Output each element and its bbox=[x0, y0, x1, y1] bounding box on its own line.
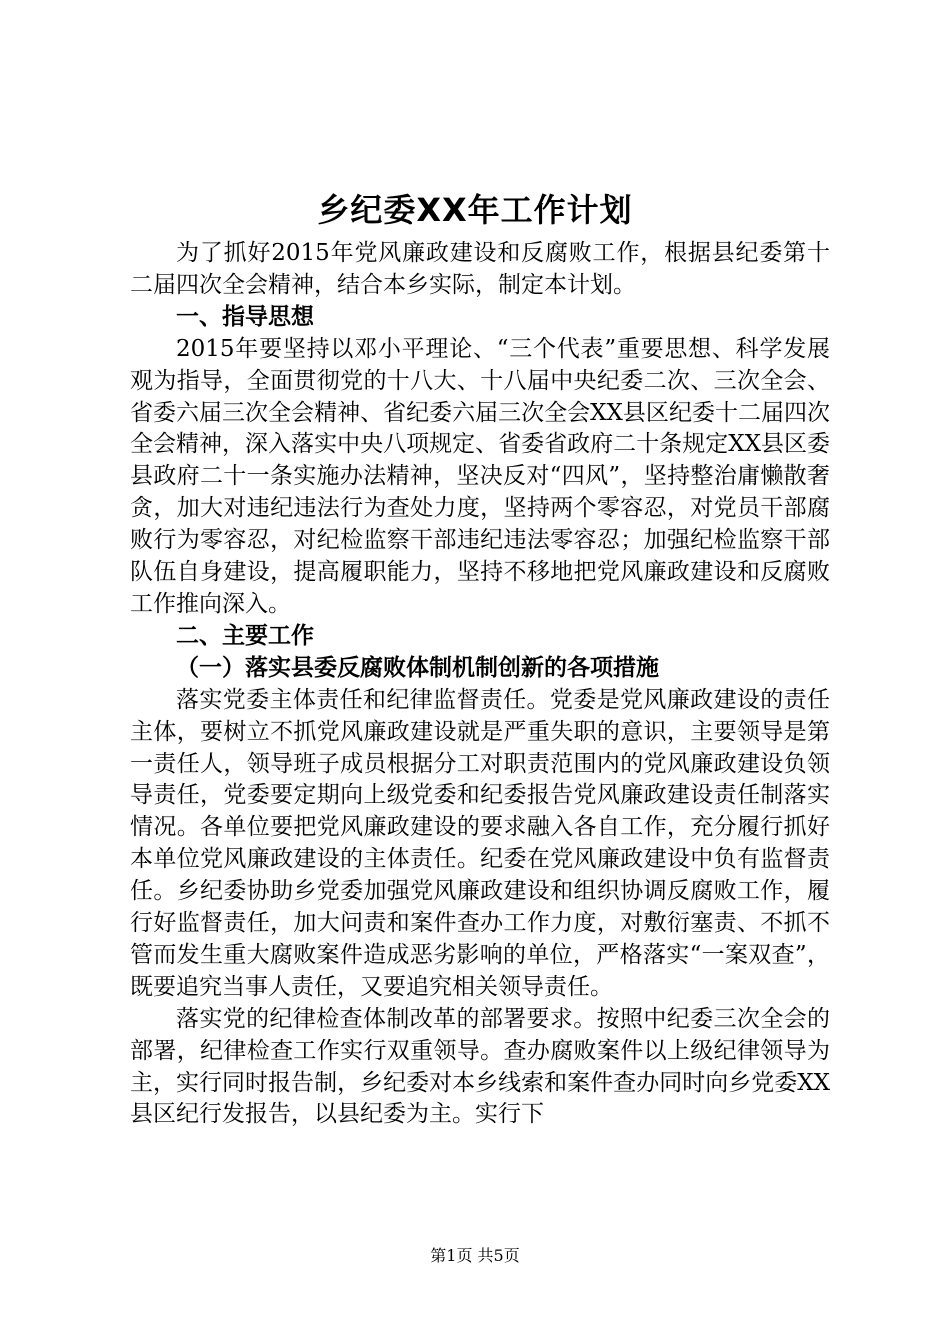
intro-paragraph: 为了抓好2015年党风廉政建设和反腐败工作，根据县纪委第十二届四次全会精神，结合本乡实际，制定本计划。 bbox=[130, 240, 830, 298]
document-title: 乡纪委XX年工作计划 bbox=[317, 191, 633, 229]
responsibility-paragraph: 落实党委主体责任和纪律监督责任。党委是党风廉政建设的责任主体，要树立不抓党风廉政建设就是严重失职的意识，主要领导是第一责任人，领导班子成员根据分工对职责范围内的党风廉政建设负领导责任，党委要定期向上级党委和纪委报告党风廉政建设责任制落实情况。各单位要把党风廉政建设的要求融入各自工作，充分履行抓好本单位党风廉政建设的主体责任。纪委在党风廉政建设中负有监督责任。乡纪委协助乡党委加强党风廉政建设和组织协调反腐败工作，履行好监督责任，加大问责和案件查办工作力度，对敷衍塞责、不抓不管而发生重大腐败案件造成恶劣影响的单位，严格落实“一案双查”，既要追究当事人责任，又要追究相关领导责任。 bbox=[130, 686, 830, 1000]
reform-paragraph: 落实党的纪律检查体制改革的部署要求。按照中纪委三次全会的部署，纪律检查工作实行双重领导。查办腐败案件以上级纪律领导为主，实行同时报告制，乡纪委对本乡线索和案件查办同时向乡党委XX县区纪行发报告，以县纪委为主。实行下 bbox=[130, 1005, 830, 1128]
subsection-heading-measures: （一）落实县委反腐败体制机制创新的各项措施 bbox=[176, 654, 659, 681]
section-heading-main-work: 二、主要工作 bbox=[176, 622, 314, 649]
guiding-ideology-paragraph: 2015年要坚持以邓小平理论、“三个代表”重要思想、科学发展观为指导，全面贯彻党的十八大、十八届中央纪委二次、三次全会、省委六届三次全会精神、省纪委六届三次全会XX县区纪委十二届四次全会精神，深入落实中央八项规定、省委省政府二十条规定XX县区委县政府二十一条实施办法精神，坚决反对“四风”，坚持整治庸懒散奢贪，加大对违纪违法行为查处力度，坚持两个零容忍，对党员干部腐败行为零容忍，对纪检监察干部违纪违法零容忍；加强纪检监察干部队伍自身建设，提高履职能力，坚持不移地把党风廉政建设和反腐败工作推向深入。 bbox=[130, 335, 830, 617]
page-footer: 第1页 共5页 bbox=[430, 1246, 520, 1265]
document-body bbox=[130, 238, 830, 1131]
section-heading-guiding-ideology: 一、指导思想 bbox=[176, 303, 314, 330]
